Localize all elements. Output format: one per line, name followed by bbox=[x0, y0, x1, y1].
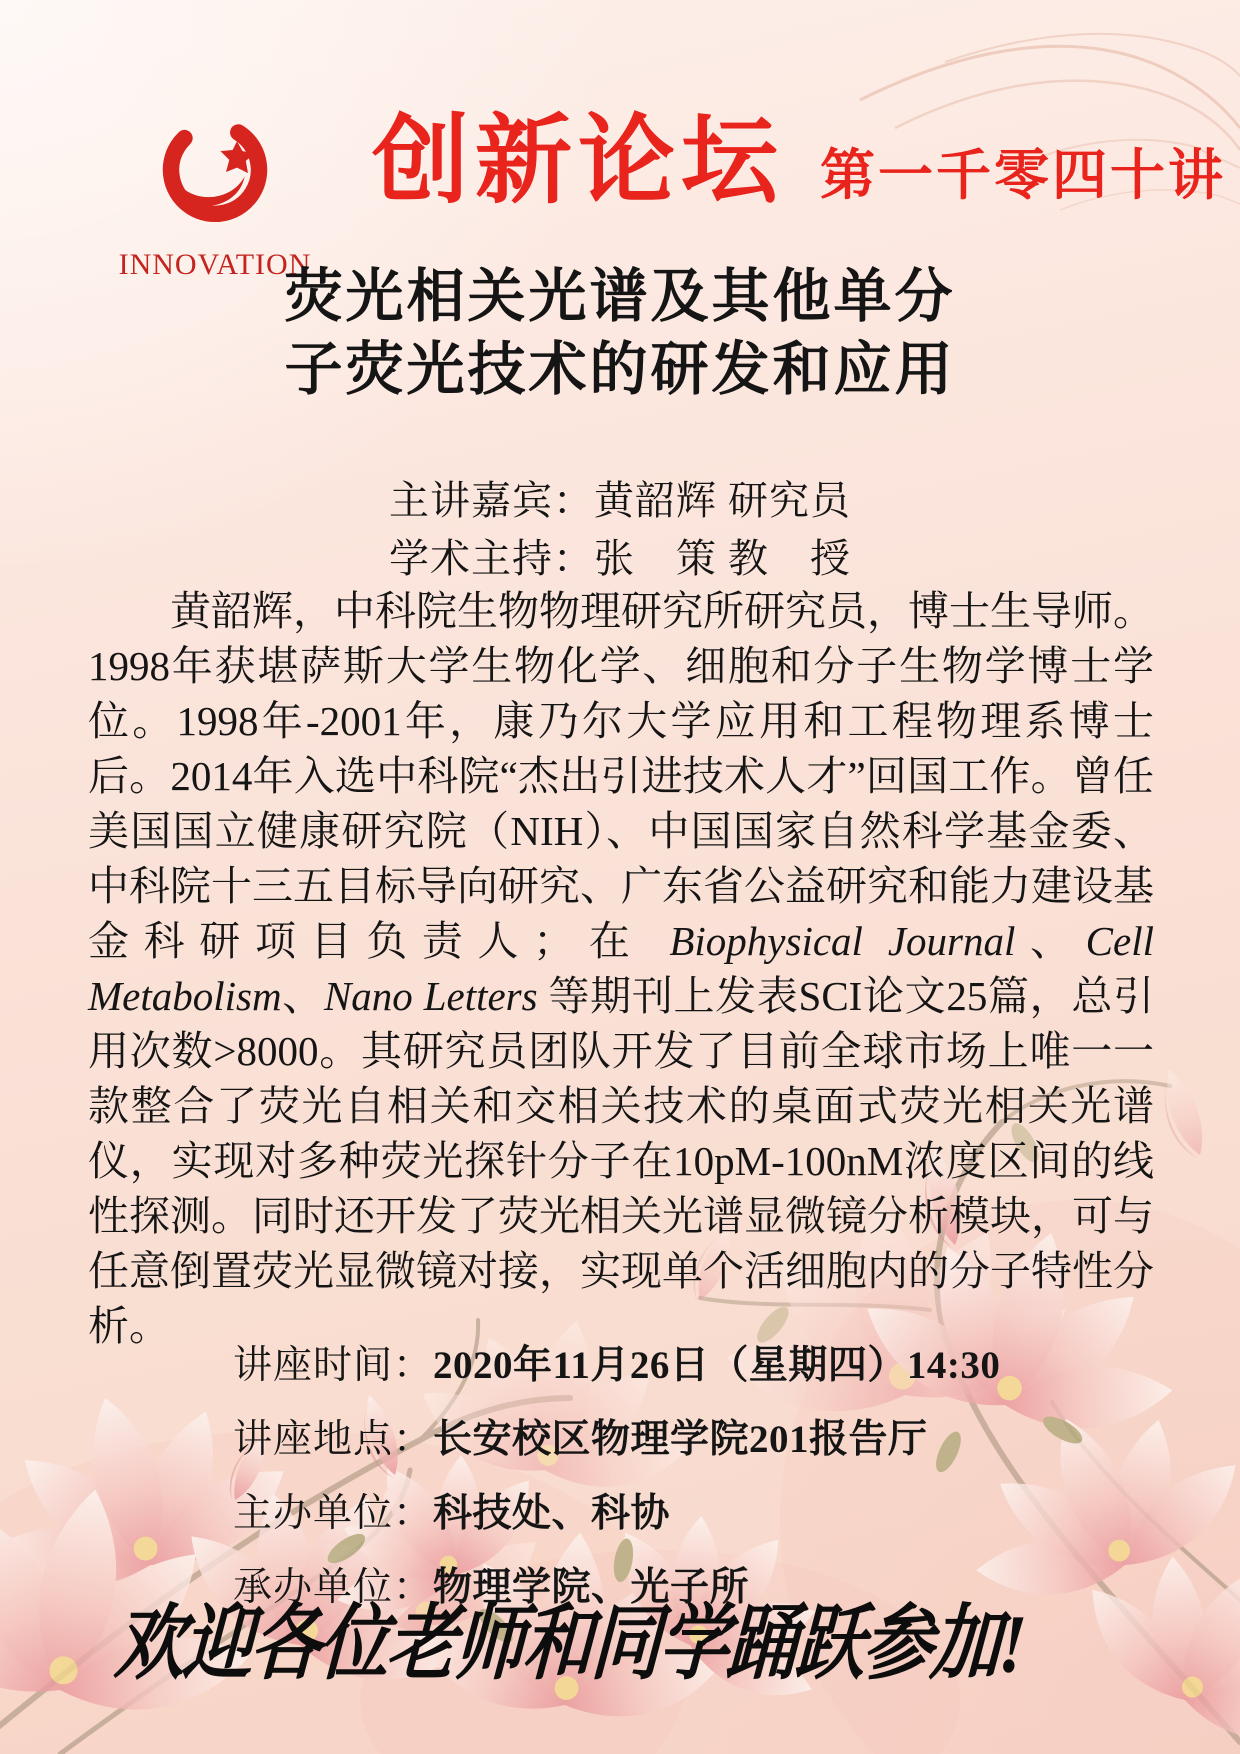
welcome-calligraphy: 欢迎各位老师和同学踊跃参加! bbox=[112, 1599, 1027, 1691]
innovation-brush-circle-icon bbox=[149, 106, 281, 238]
detail-row-location bbox=[233, 1408, 1000, 1464]
detail-value: 2020年11月26日（星期四）14:30 bbox=[433, 1344, 1001, 1387]
talk-title-line1: 荧光相关光谱及其他单分 bbox=[284, 264, 956, 329]
innovation-logo bbox=[103, 106, 327, 282]
speaker-block bbox=[0, 472, 1240, 588]
lecture-number: 第一千零四十讲 bbox=[820, 144, 1227, 206]
speaker-line: 主讲嘉宾：黄韶辉 研究员 bbox=[389, 478, 851, 523]
logo-wordmark: INNOVATION bbox=[118, 248, 312, 281]
talk-title bbox=[0, 260, 1240, 406]
forum-title: 创新论坛 bbox=[372, 106, 784, 215]
detail-label: 讲座地点： bbox=[233, 1418, 434, 1461]
header bbox=[372, 106, 1227, 215]
speaker-bio: 黄韶辉，中科院生物物理研究所研究员，博士生导师。1998年获堪萨斯大学生物化学、细胞和分子生物学博士学位。1998年-2001年，康乃尔大学应用和工程物理系博士后。2014年入选中科院“杰出引进技术人才”回国工作。曾任美国国立健康研究院（NIH）、中国国家自然科学基金委、中科院十三五目标导向研究、广东省公益研究和能力建设基金科研项目负责人；在 Biophysical Journal、Cell Metabolism、Nano Letters 等期刊上发表SCI论文25篇，总引用次数>8000。其研究员团队开发了目前全球市场上唯一一款整合了荧光自相关和交相关技术的桌面式荧光相关光谱仪，实现对多种荧光探针分子在10pM-100nM浓度区间的线性探测。同时还开发了荧光相关光谱显微镜分析模块，可与任意倒置荧光显微镜对接，实现单个活细胞内的分子特性分析。 bbox=[88, 588, 1154, 1349]
detail-label: 主办单位： bbox=[233, 1492, 434, 1535]
detail-label: 讲座时间： bbox=[233, 1344, 434, 1387]
detail-row-time bbox=[233, 1334, 1000, 1390]
detail-value: 科技处、科协 bbox=[433, 1492, 671, 1535]
detail-row-organizer bbox=[233, 1482, 1000, 1538]
detail-label: 承办单位： bbox=[233, 1566, 434, 1609]
detail-value: 长安校区物理学院201报告厅 bbox=[433, 1418, 928, 1461]
host-line: 学术主持：张 策 教 授 bbox=[389, 536, 851, 581]
talk-title-line2: 子荧光技术的研发和应用 bbox=[284, 337, 956, 402]
detail-value: 物理学院、光子所 bbox=[433, 1566, 750, 1609]
